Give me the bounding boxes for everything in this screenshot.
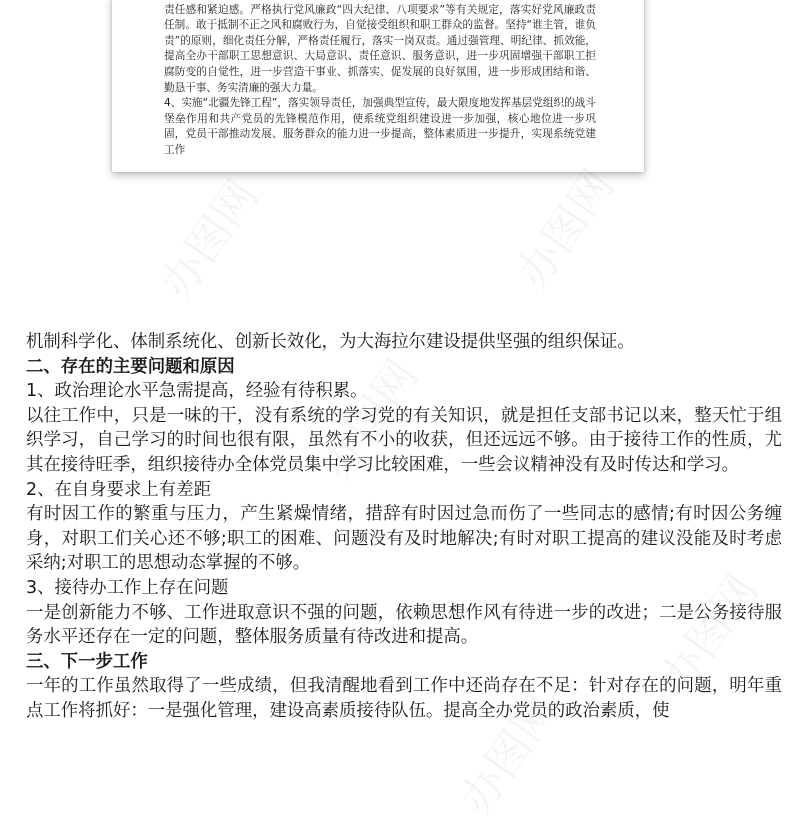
subheading: 2、在自身要求上有差距 (26, 479, 211, 500)
embedded-document-page (112, 0, 644, 172)
paragraph: 以往工作中，只是一味的干，没有系统的学习党的有关知识，就是担任支部书记以来，整天忙于组织学习，自己学习的时间也很有限，虽然有不小的收获，但还远远不够。由于接待工作的性质，尤其在接待旺季，组织接待办全体党员集中学习比较困难，一些会议精神没有及时传达和学习。 (26, 405, 782, 475)
section-heading: 二、存在的主要问题和原因 (26, 356, 235, 377)
subheading: 3、接待办工作上存在问题 (26, 577, 229, 598)
paragraph: 一是创新能力不够、工作进取意识不强的问题，依赖思想作风有待进一步的改进；二是公务接待服务水平还存在一定的问题，整体服务质量有待改进和提高。 (26, 602, 782, 648)
watermark (142, 165, 270, 310)
subheading: 1、政治理论水平急需提高，经验有待积累。 (26, 381, 368, 402)
embedded-page-text (164, 0, 596, 159)
paragraph: 一年的工作虽然取得了一些成绩，但我清醒地看到工作中还尚存在不足：针对存在的问题，明年重点工作将抓好：一是强化管理，建设高素质接待队伍。提高全办党员的政治素质，使 (26, 676, 782, 721)
section-heading: 三、下一步工作 (26, 651, 148, 672)
embedded-paragraph: 责任感和紧迫感。严格执行党风廉政“四大纪律、八项要求”等有关规定，落实好党风廉政责任制。敢于抵制不正之风和腐败行为，自觉接受组织和职工群众的监督。坚持“谁主管，谁负责”的原则，细化责任分解，严格责任履行，落实一岗双责。通过强管理、明纪律、抓效能，提高全办干部职工思想意识、大局意识、责任意识、服务意识，进一步巩固增强干部职工拒腐防变的自觉性，进一步营造干事业、抓落实、促发展的良好氛围，进一步形成团结和谐、勤恳干事、务实清廉的强大力量。 (164, 3, 596, 94)
embedded-paragraph: 4、实施“北疆先锋工程”，落实领导责任，加强典型宣传，最大限度地发挥基层党组织的战斗堡垒作用和共产党员的先锋模范作用，使系统党组织建设进一步加强，核心地位进一步巩固，党员干部推动发展、服务群众的能力进一步提高，整体素质进一步提升，实现系统党建工作 (164, 97, 596, 156)
document-body (26, 330, 782, 724)
paragraph: 机制科学化、体制系统化、创新长效化，为大海拉尔建设提供坚强的组织保证。 (26, 332, 635, 352)
watermark (498, 155, 626, 300)
paragraph: 有时因工作的繁重与压力，产生紧燥情绪，措辞有时因过急而伤了一些同志的感情;有时因公务缠身，对职工们关心还不够;职工的困难、问题没有及时地解决;有时对职工提高的建议没能及时考虑采纳;对职工的思想动态掌握的不够。 (26, 504, 782, 574)
